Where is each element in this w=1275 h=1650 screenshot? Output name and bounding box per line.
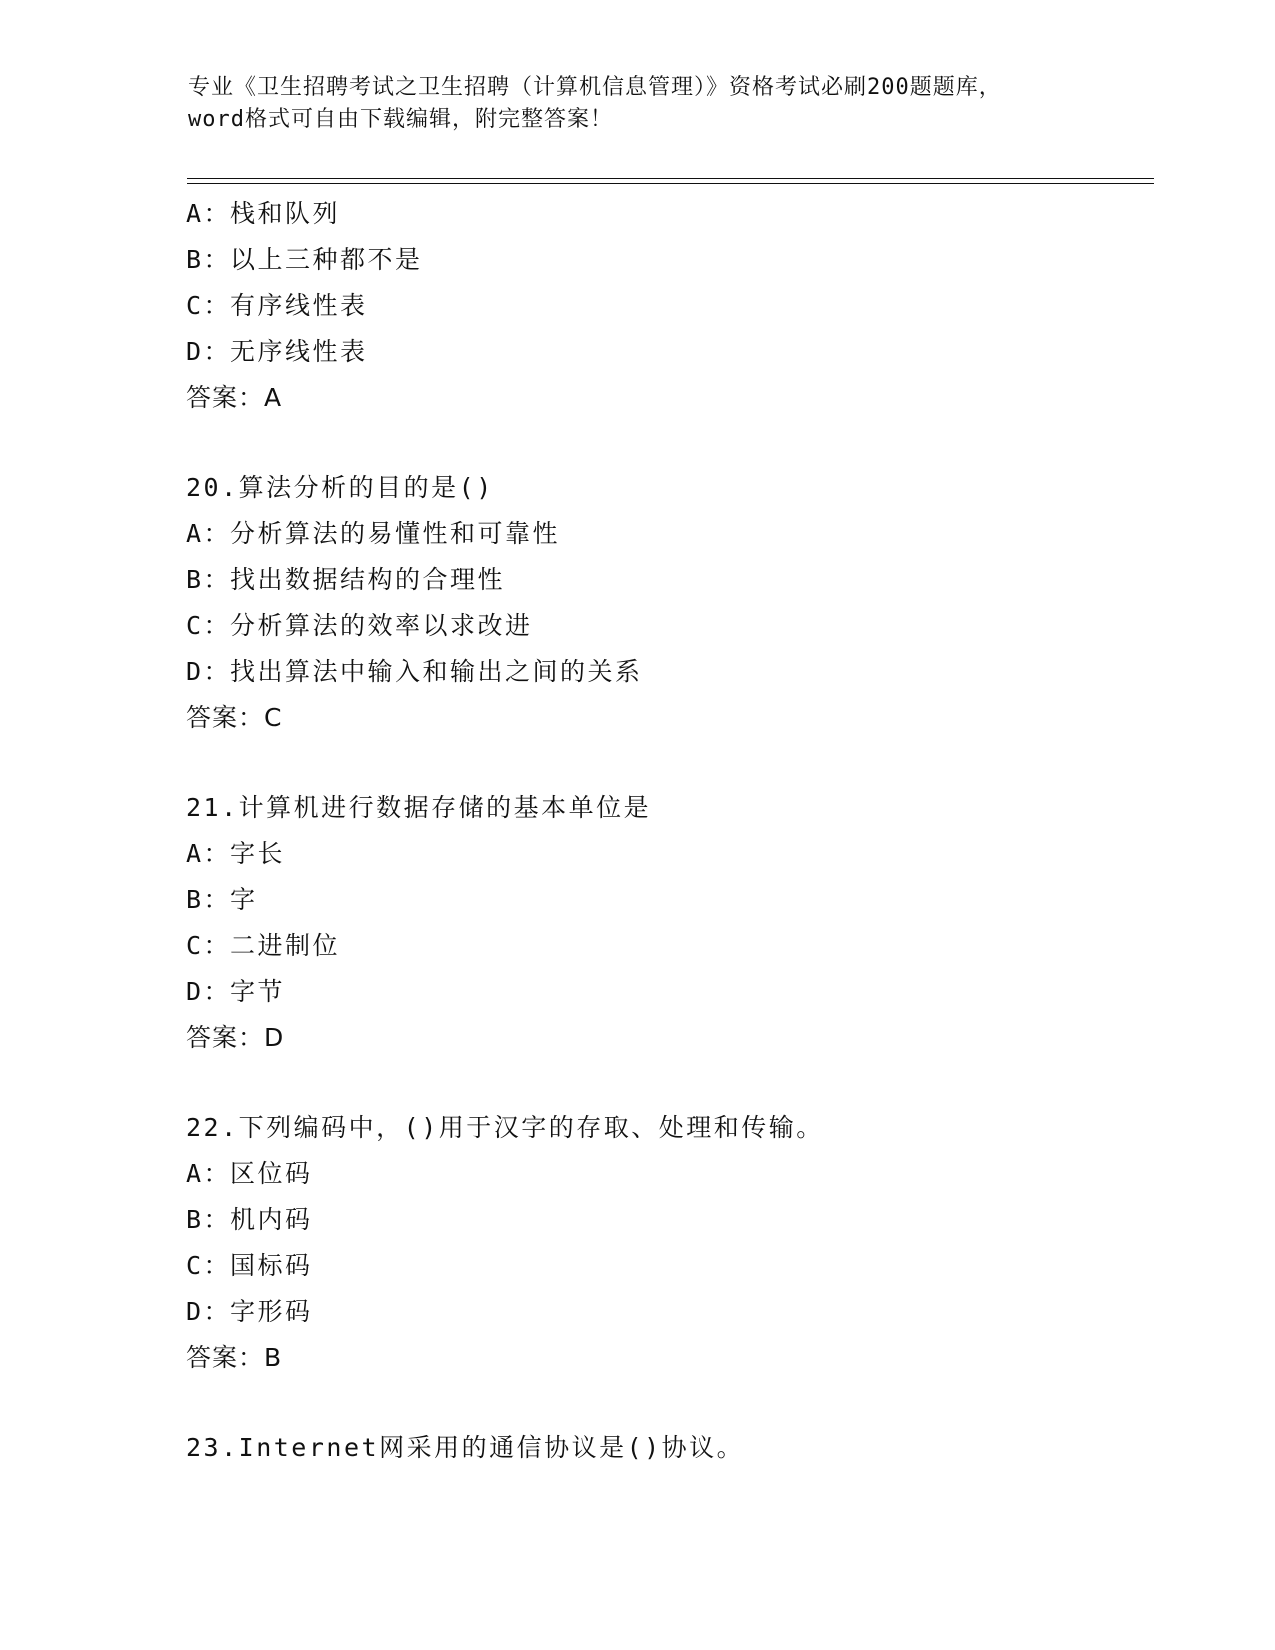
option-text: 机内码 (230, 1205, 313, 1234)
option-b (186, 557, 1166, 603)
answer-line: 答案：A (186, 383, 283, 412)
question-stem: 21.计算机进行数据存储的基本单位是 (186, 793, 652, 822)
spacer (186, 1381, 1166, 1425)
question-21 (186, 785, 1166, 1061)
option-key: B： (186, 1205, 232, 1234)
option-key: A： (186, 519, 232, 548)
option-key: A： (186, 199, 232, 228)
option-text: 分析算法的效率以求改进 (230, 611, 533, 640)
option-c (186, 923, 1166, 969)
option-a (186, 511, 1166, 557)
header-line-2: word格式可自由下载编辑，附完整答案！ (188, 107, 613, 132)
option-text: 二进制位 (230, 931, 341, 960)
option-key: A： (186, 839, 232, 868)
answer-line: 答案：C (186, 703, 283, 732)
option-key: C： (186, 291, 232, 320)
document-header (188, 72, 1088, 136)
option-key: B： (186, 245, 232, 274)
option-text: 以上三种都不是 (230, 245, 423, 274)
option-text: 有序线性表 (230, 291, 368, 320)
option-d (186, 969, 1166, 1015)
header-line-1: 专业《卫生招聘考试之卫生招聘（计算机信息管理）》资格考试必刷200题题库， (188, 75, 1002, 100)
answer-line: 答案：B (186, 1343, 283, 1372)
option-b (186, 237, 1166, 283)
option-c (186, 603, 1166, 649)
header-divider-top (187, 178, 1154, 179)
option-d (186, 1289, 1166, 1335)
option-key: D： (186, 337, 232, 366)
option-text: 分析算法的易懂性和可靠性 (230, 519, 561, 548)
option-a (186, 191, 1166, 237)
option-text: 无序线性表 (230, 337, 368, 366)
option-c (186, 1243, 1166, 1289)
option-key: C： (186, 1251, 232, 1280)
question-22 (186, 1105, 1166, 1381)
option-b (186, 1197, 1166, 1243)
option-a (186, 831, 1166, 877)
question-stem: 22.下列编码中，()用于汉字的存取、处理和传输。 (186, 1113, 824, 1142)
answer-line: 答案：D (186, 1023, 285, 1052)
option-text: 字长 (230, 839, 286, 868)
question-23 (186, 1425, 1166, 1471)
option-text: 栈和队列 (230, 199, 341, 228)
option-key: A： (186, 1159, 232, 1188)
option-key: B： (186, 885, 232, 914)
option-key: C： (186, 611, 232, 640)
option-d (186, 329, 1166, 375)
question-stem: 20.算法分析的目的是() (186, 473, 494, 502)
option-b (186, 877, 1166, 923)
option-key: D： (186, 1297, 232, 1326)
spacer (186, 741, 1166, 785)
option-c (186, 283, 1166, 329)
option-d (186, 649, 1166, 695)
option-key: D： (186, 657, 232, 686)
option-text: 区位码 (230, 1159, 313, 1188)
option-text: 字 (230, 885, 258, 914)
option-key: D： (186, 977, 232, 1006)
option-text: 字形码 (230, 1297, 313, 1326)
option-key: B： (186, 565, 232, 594)
spacer (186, 1061, 1166, 1105)
header-divider-bottom (187, 183, 1154, 184)
spacer (186, 421, 1166, 465)
question-19-continued (186, 191, 1166, 421)
option-text: 国标码 (230, 1251, 313, 1280)
option-key: C： (186, 931, 232, 960)
question-list (186, 191, 1166, 1471)
question-stem: 23.Internet网采用的通信协议是()协议。 (186, 1433, 745, 1462)
question-20 (186, 465, 1166, 741)
option-text: 找出算法中输入和输出之间的关系 (230, 657, 643, 686)
option-text: 找出数据结构的合理性 (230, 565, 506, 594)
option-a (186, 1151, 1166, 1197)
option-text: 字节 (230, 977, 286, 1006)
